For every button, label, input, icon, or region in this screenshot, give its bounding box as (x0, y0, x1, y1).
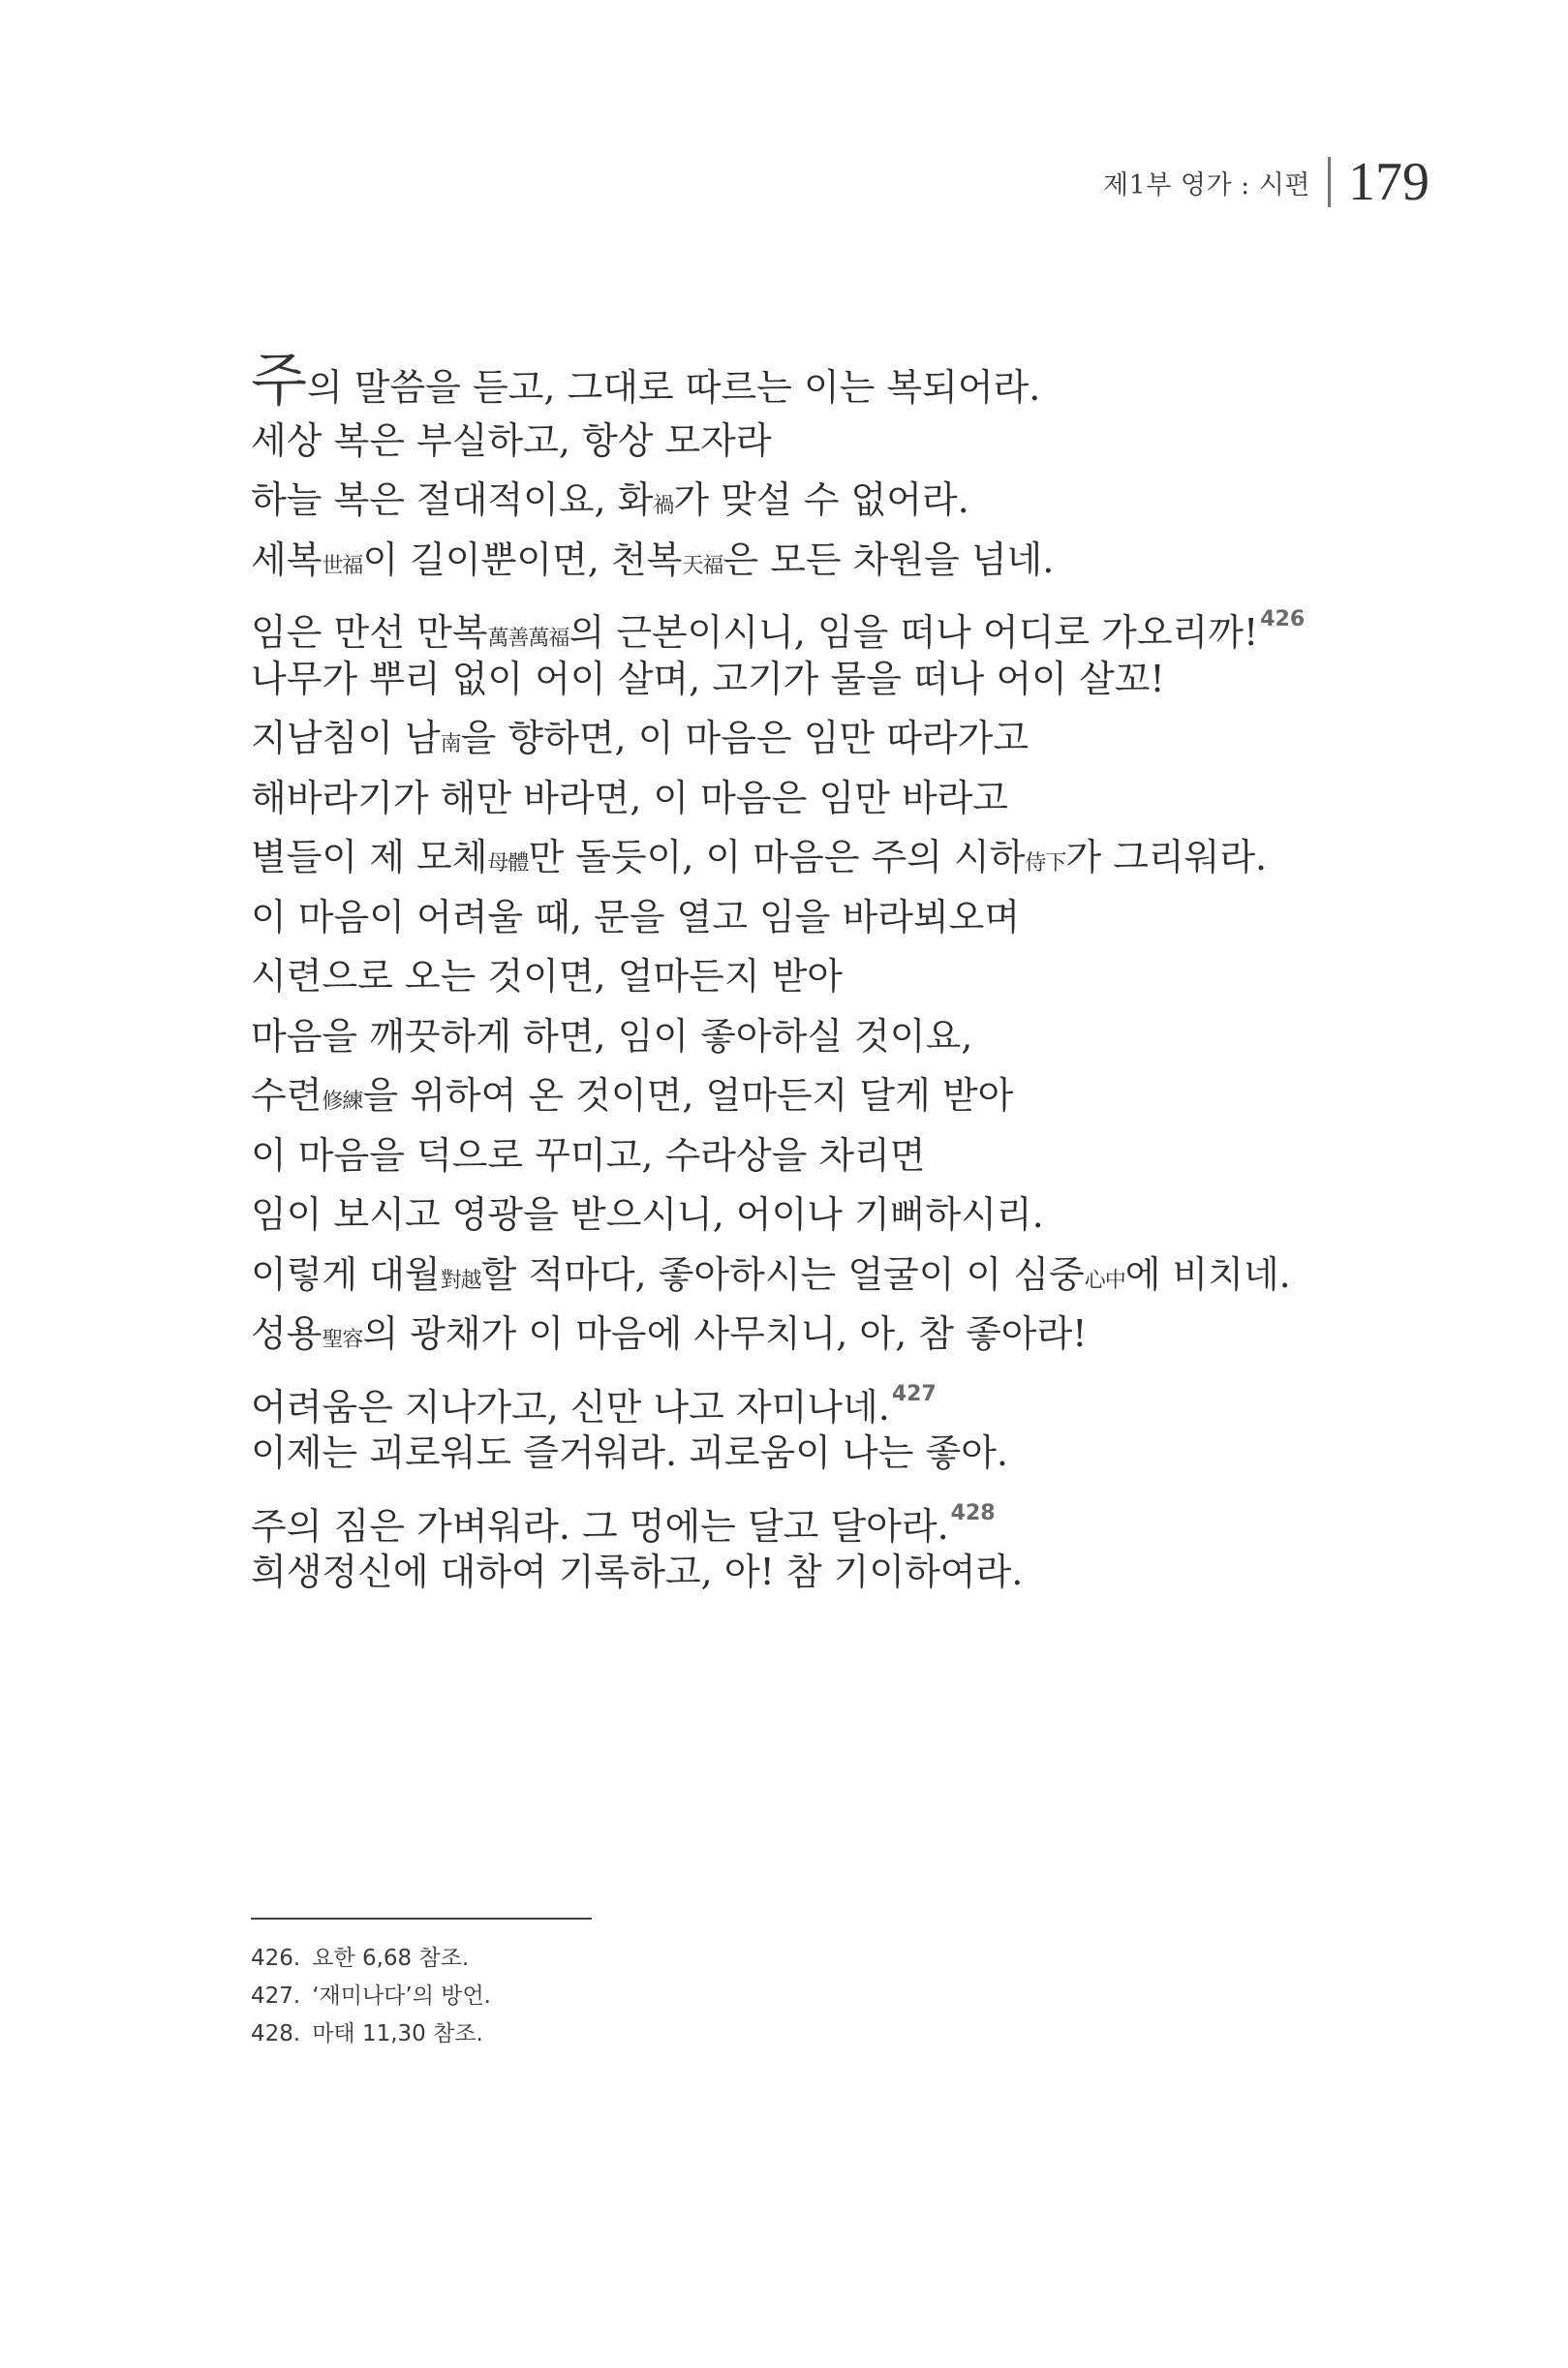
line-text: 임은 만선 만복 (251, 611, 488, 654)
initial-letter: 주 (251, 347, 307, 415)
poem-line (251, 1424, 1365, 1484)
poem-line (251, 1066, 1365, 1126)
line-text: 지남침이 남 (251, 717, 441, 759)
poem-line (251, 1484, 1365, 1548)
line-text: 이 마음을 덕으로 꾸미고, 수라상을 차리면 (251, 1133, 926, 1177)
line-text: 나무가 뿌리 없이 어이 살며, 고기가 물을 떠나 어이 살꼬! (251, 657, 1165, 700)
running-header (1103, 153, 1430, 211)
hanja-gloss: 對越 (440, 1268, 481, 1293)
poem-line (251, 888, 1365, 948)
footnotes (251, 1940, 491, 2053)
line-text: 의 근본이시니, 임을 떠나 어디로 가오리까! (569, 611, 1259, 654)
line-text: 만 돌듯이, 이 마음은 주의 시하 (528, 836, 1026, 878)
footnote-427 (251, 1978, 491, 2015)
line-text: 의 광채가 이 마음에 사무치니, 아, 참 좋아라! (362, 1312, 1088, 1355)
poem-line (251, 1246, 1365, 1306)
poem-line (251, 1185, 1365, 1246)
poem-line (251, 1126, 1365, 1186)
line-text: 주의 짐은 가벼워라. 그 멍에는 달고 달아라. (251, 1504, 949, 1548)
poem-line (251, 1365, 1365, 1429)
line-text: 마음을 깨끗하게 하면, 임이 좋아하실 것이요, (251, 1014, 973, 1058)
footnote-426 (251, 1940, 491, 1978)
line-text: 가 그리워라. (1065, 836, 1268, 878)
line-text: 성용 (251, 1312, 323, 1355)
hanja-gloss: 母體 (487, 851, 529, 876)
footnote-number: 427. (251, 1984, 301, 2009)
footnote-text: ‘재미나다’의 방언. (312, 1984, 491, 2009)
line-text: 세상 복은 부실하고, 항상 모자라 (251, 418, 772, 462)
line-text: 세복 (251, 538, 323, 581)
poem-line (251, 1007, 1365, 1067)
poem-line (251, 347, 1365, 415)
footnote-number: 428. (251, 2021, 301, 2046)
footnote-reference: 426 (1260, 607, 1306, 631)
poem-line (251, 471, 1365, 531)
line-text: 임이 보시고 영광을 받으시니, 어이나 기뻐하시리. (251, 1193, 1044, 1236)
line-text: 이제는 괴로워도 즐거워라. 괴로움이 나는 좋아. (251, 1431, 1009, 1474)
line-text: 이 마음이 어려울 때, 문을 열고 임을 바라뵈오며 (251, 895, 1021, 938)
poem-line (251, 650, 1365, 710)
footnote-text: 마태 11,30 참조. (312, 2021, 483, 2046)
line-text: 이렇게 대월 (251, 1252, 441, 1296)
footnote-reference: 427 (891, 1381, 937, 1406)
poem-line (251, 947, 1365, 1007)
line-text: 별들이 제 모체 (251, 836, 488, 878)
header-divider (1328, 157, 1331, 207)
hanja-gloss: 天福 (682, 553, 723, 578)
line-text: 은 모든 차원을 넘네. (723, 538, 1055, 581)
poem-line (251, 1305, 1365, 1365)
footnote-number: 426. (251, 1946, 301, 1971)
line-text: 시련으로 오는 것이면, 얼마든지 받아 (251, 955, 844, 998)
line-text: 해바라기가 해만 바라면, 이 마음은 임만 바라고 (251, 776, 1009, 819)
line-text: 어려움은 지나가고, 신만 나고 자미나네. (251, 1385, 890, 1429)
line-text: 하늘 복은 절대적이요, 화 (251, 478, 654, 521)
hanja-gloss: 禍 (653, 494, 674, 518)
footnote-reference: 428 (950, 1500, 996, 1525)
footnote-divider (251, 1918, 592, 1920)
line-text: 을 향하면, 이 마음은 임만 따라가고 (460, 717, 1030, 759)
poem-line (251, 769, 1365, 829)
hanja-gloss: 世福 (322, 553, 363, 578)
line-text: 에 비치네. (1124, 1252, 1291, 1296)
line-text: 가 맞설 수 없어라. (673, 478, 969, 521)
line-text: 이 길이뿐이면, 천복 (362, 538, 683, 581)
hanja-gloss: 修練 (322, 1090, 363, 1114)
poem-line (251, 531, 1365, 591)
poem-body (251, 347, 1365, 1603)
line-text: 희생정신에 대하여 기록하고, 아! 참 기이하여라. (251, 1551, 1024, 1593)
line-text: 수련 (251, 1074, 323, 1117)
hanja-gloss: 侍下 (1025, 851, 1066, 876)
line-text: 할 적마다, 좋아하시는 얼굴이 이 심중 (480, 1252, 1085, 1296)
footnote-text: 요한 6,68 참조. (312, 1946, 470, 1971)
hanja-gloss: 萬善萬福 (487, 627, 569, 651)
poem-line (251, 412, 1365, 472)
hanja-gloss: 心中 (1084, 1268, 1125, 1293)
poem-line (251, 709, 1365, 769)
poem-line (251, 1543, 1365, 1603)
chapter-title: 제1부 영가 : 시편 (1102, 169, 1310, 200)
hanja-gloss: 南 (440, 732, 461, 756)
line-text: 을 위하여 온 것이면, 얼마든지 달게 받아 (362, 1074, 1014, 1117)
poem-line (251, 590, 1365, 654)
hanja-gloss: 聖容 (322, 1328, 363, 1352)
footnote-428 (251, 2015, 491, 2053)
poem-line (251, 828, 1365, 888)
line-text: 의 말씀을 듣고, 그대로 따르는 이는 복되어라. (306, 366, 1041, 409)
page-number: 179 (1348, 152, 1430, 212)
